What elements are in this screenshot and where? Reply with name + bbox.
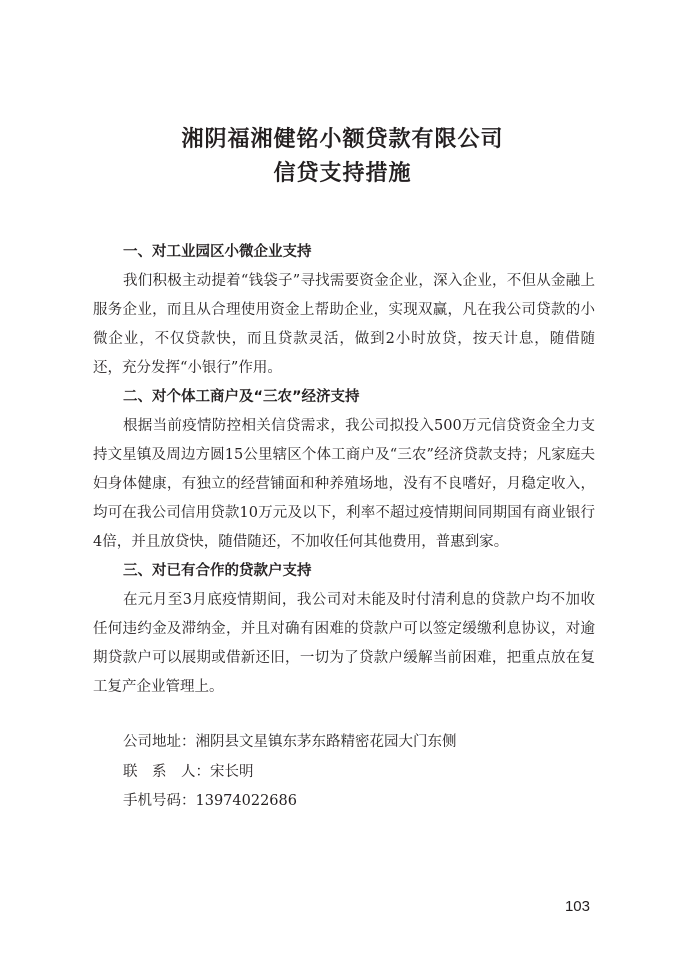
contact-info — [123, 728, 457, 817]
section-heading: 三、对已有合作的贷款户支持 — [123, 563, 312, 579]
section-heading: 一、对工业园区小微企业支持 — [123, 244, 312, 260]
section-heading: 二、对个体工商户及“三农”经济支持 — [123, 389, 360, 405]
section-paragraph: 我们积极主动提着“钱袋子”寻找需要资金企业，深入企业，不但从金融上服务企业，而且从合理使用资金上帮助企业，实现双赢，凡在我公司贷款的小微企业，不仅贷款快，而且贷款灵活，做到2小时放贷，按天计息，随借随还，充分发挥“小银行”作用。 — [93, 273, 595, 376]
section-paragraph: 在元月至3月底疫情期间，我公司对未能及时付清利息的贷款户均不加收任何违约金及滞纳金，并且对确有困难的贷款户可以签定缓缴利息协议，对逾期贷款户可以展期或借新还旧，一切为了贷款户缓解当前困难，把重点放在复工复产企业管理上。 — [93, 592, 595, 695]
contact-person: 联 系 人：宋长明 — [123, 763, 254, 780]
document-subtitle: 信贷支持措施 — [273, 160, 412, 186]
company-address: 公司地址：湘阴县文星镇东茅东路精密花园大门东侧 — [123, 734, 457, 750]
phone-number: 手机号码：13974022686 — [123, 793, 297, 809]
section-individual-business — [93, 383, 595, 557]
section-existing-borrowers — [93, 557, 595, 702]
section-industrial-park — [93, 238, 595, 383]
document-body — [93, 238, 595, 702]
document-title: 湘阴福湘健铭小额贷款有限公司 — [181, 126, 504, 152]
page-number: 103 — [564, 898, 590, 915]
section-paragraph: 根据当前疫情防控相关信贷需求，我公司拟投入500万元信贷资金全力支持文星镇及周边方圆15公里辖区个体工商户及“三农”经济贷款支持；凡家庭夫妇身体健康，有独立的经营铺面和种养殖场地，没有不良嗜好，月稳定收入，均可在我公司信用贷款10万元及以下，利率不超过疫情期间同期国有商业银行4倍，并且放贷快，随借随还，不加收任何其他费用，普惠到家。 — [93, 418, 595, 550]
